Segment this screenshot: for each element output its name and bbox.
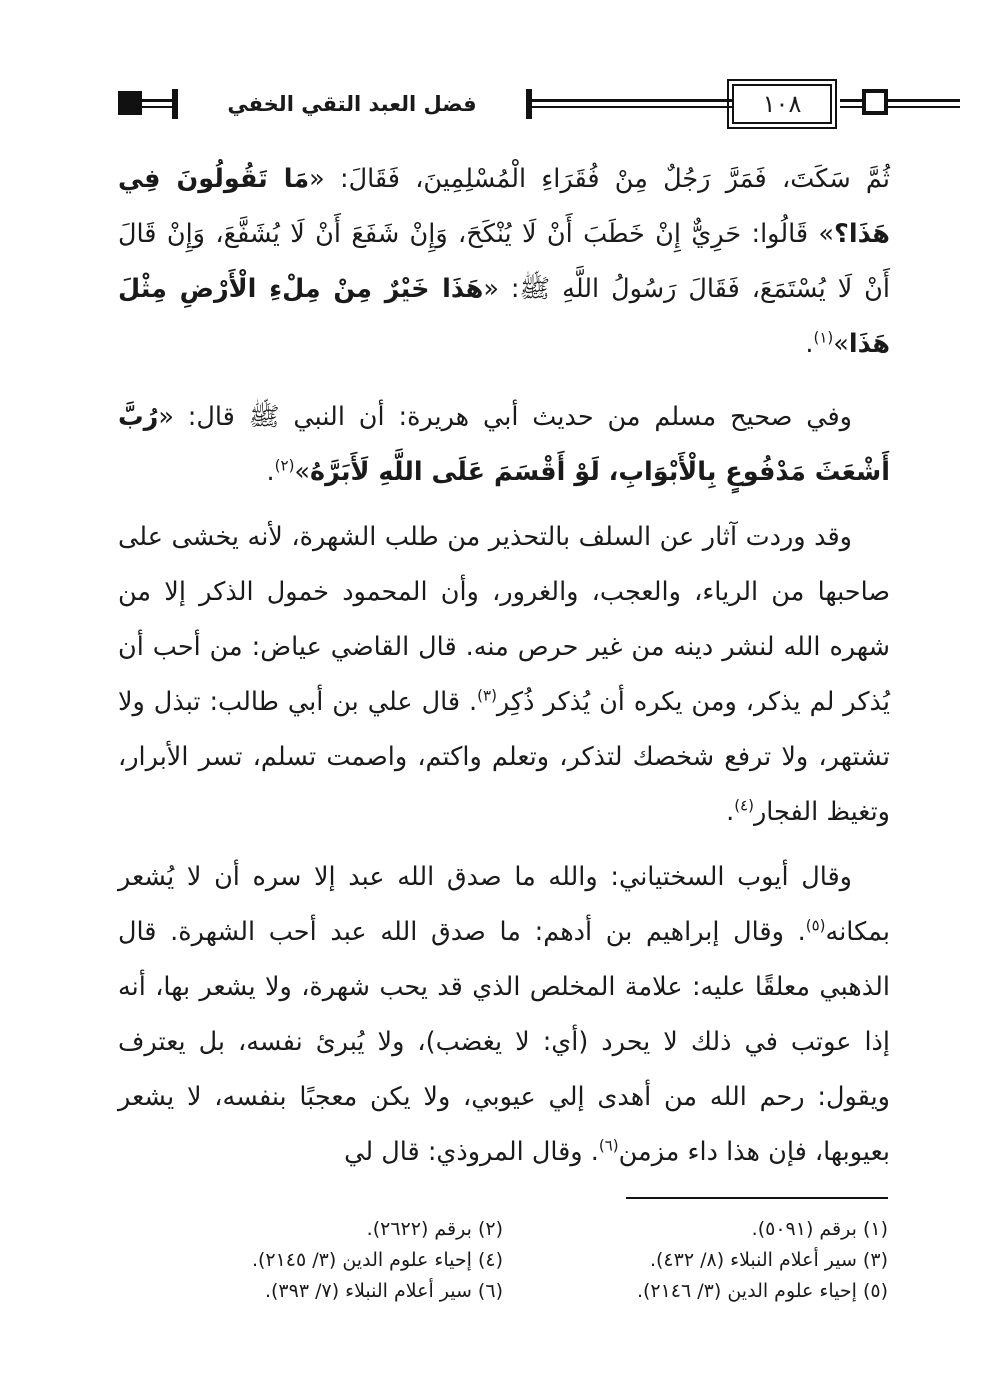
text-run: وقد وردت آثار عن السلف بالتحذير من طلب الشهرة، لأنه يخشى على صاحبها من الرياء، والعجب، والغرور، وأن المحمود خمول الذكر إلا من شهره الله لنشر دينه من غير حرص منه. قال القاضي عياض: من أحب أن يُذكر لم يذكر، ومن يكره أن يُذكر ذُكِر	[118, 522, 890, 717]
footnote-ref: (٥)	[805, 916, 826, 935]
text-run: »	[294, 457, 311, 487]
text-run: وقال أيوب السختياني: والله ما صدق الله عبد إلا سره أن لا يُشعر بمكانه	[118, 862, 890, 947]
footnote-separator	[626, 1197, 888, 1199]
page-number: ١٠٨	[762, 90, 802, 118]
paragraph-1	[118, 152, 890, 372]
header-double-rule	[840, 99, 960, 108]
header-double-rule	[142, 99, 172, 108]
footnote-ref: (٦)	[598, 1136, 619, 1155]
header-hollow-square	[862, 89, 888, 115]
paragraph-2	[118, 390, 890, 500]
footnote-ref: (١)	[813, 328, 834, 347]
text-run: .	[805, 329, 814, 359]
text-run: . وقال المروذي: قال لي	[344, 1137, 599, 1167]
footnote-6: (٦) سير أعلام النبلاء (٧/ ٣٩٣).	[264, 1280, 503, 1302]
paragraph-4	[118, 850, 890, 1180]
footnote-ref: (٤)	[734, 796, 754, 815]
footnote-ref: (٢)	[274, 456, 295, 475]
text-run: .	[266, 457, 275, 487]
text-run: » قَالُوا: حَرِيٌّ إِنْ خَطَبَ أَنْ لَا يُنْكَحَ، وَإِنْ شَفَعَ أَنْ لَا يُشَفَّعَ، وَإِنْ قَالَ أَنْ لَا يُسْتَمَعَ، فَقَالَ رَسُولُ اللَّهِ ﷺ: «	[118, 219, 890, 304]
footnote-row	[118, 1245, 888, 1276]
text-run: وفي صحيح مسلم من حديث أبي هريرة: أن النبي ﷺ قال: «	[158, 402, 852, 432]
page-header	[118, 82, 888, 126]
hadith-quote: رُبَّ أَشْعَثَ مَدْفُوعٍ بِالْأَبْوَابِ، لَوْ أَقْسَمَ عَلَى اللَّهِ لَأَبَرَّهُ	[118, 402, 890, 487]
footnote-ref: (٣)	[477, 686, 497, 705]
footnote-row	[118, 1276, 888, 1307]
text-run: . وقال إبراهيم بن أدهم: ما صدق الله عبد أحب الشهرة. قال الذهبي معلقًا عليه: علامة المخلص الذي قد يحب شهرة، ولا يشعر بها، أنه إذا عوتب في ذلك لا يحرد (أي: لا يغضب)، ولا يُبرئ نفسه، بل يعترف ويقول: رحم الله من أهدى إلي عيوبي، ولا يكن معجبًا بنفسه، لا يشعر بعيوبها، فإن هذا داء مزمن	[118, 917, 890, 1167]
page-number-frame	[732, 84, 832, 124]
header-filled-square	[118, 91, 142, 115]
text-run: . قال علي بن أبي طالب: تبذل ولا تشتهر، ولا ترفع شخصك لتذكر، وتعلم واكتم، واصمت تسلم، تسر الأبرار، وتغيظ الفجار	[118, 687, 890, 827]
paragraph-3	[118, 510, 890, 840]
footnote-4: (٤) إحياء علوم الدين (٣/ ٢١٤٥).	[251, 1249, 503, 1271]
footnotes	[118, 1214, 888, 1307]
text-run: »	[833, 329, 849, 359]
footnote-row	[118, 1214, 888, 1245]
hadith-quote: مَا تَقُولُونَ فِي هَذَا؟	[118, 164, 890, 249]
footnote-2: (٢) برقم (٢٦٢٢).	[366, 1218, 503, 1240]
footnote-5: (٥) إحياء علوم الدين (٣/ ٢١٤٦).	[636, 1280, 888, 1302]
text-run: ثُمَّ سَكَتَ، فَمَرَّ رَجُلٌ مِنْ فُقَرَاءِ الْمُسْلِمِينَ، فَقَالَ: «	[309, 164, 890, 194]
header-bar	[172, 89, 178, 119]
hadith-quote: هَذَا خَيْرٌ مِنْ مِلْءِ الْأَرْضِ مِثْلَ هَذَا	[118, 274, 890, 359]
main-text	[118, 152, 890, 1190]
text-run: .	[726, 797, 735, 827]
footnote-1: (١) برقم (٥٠٩١).	[751, 1218, 888, 1240]
running-title: فضل العبد التقي الخفي	[227, 92, 477, 116]
footnote-3: (٣) سير أعلام النبلاء (٨/ ٤٣٢).	[649, 1249, 888, 1271]
